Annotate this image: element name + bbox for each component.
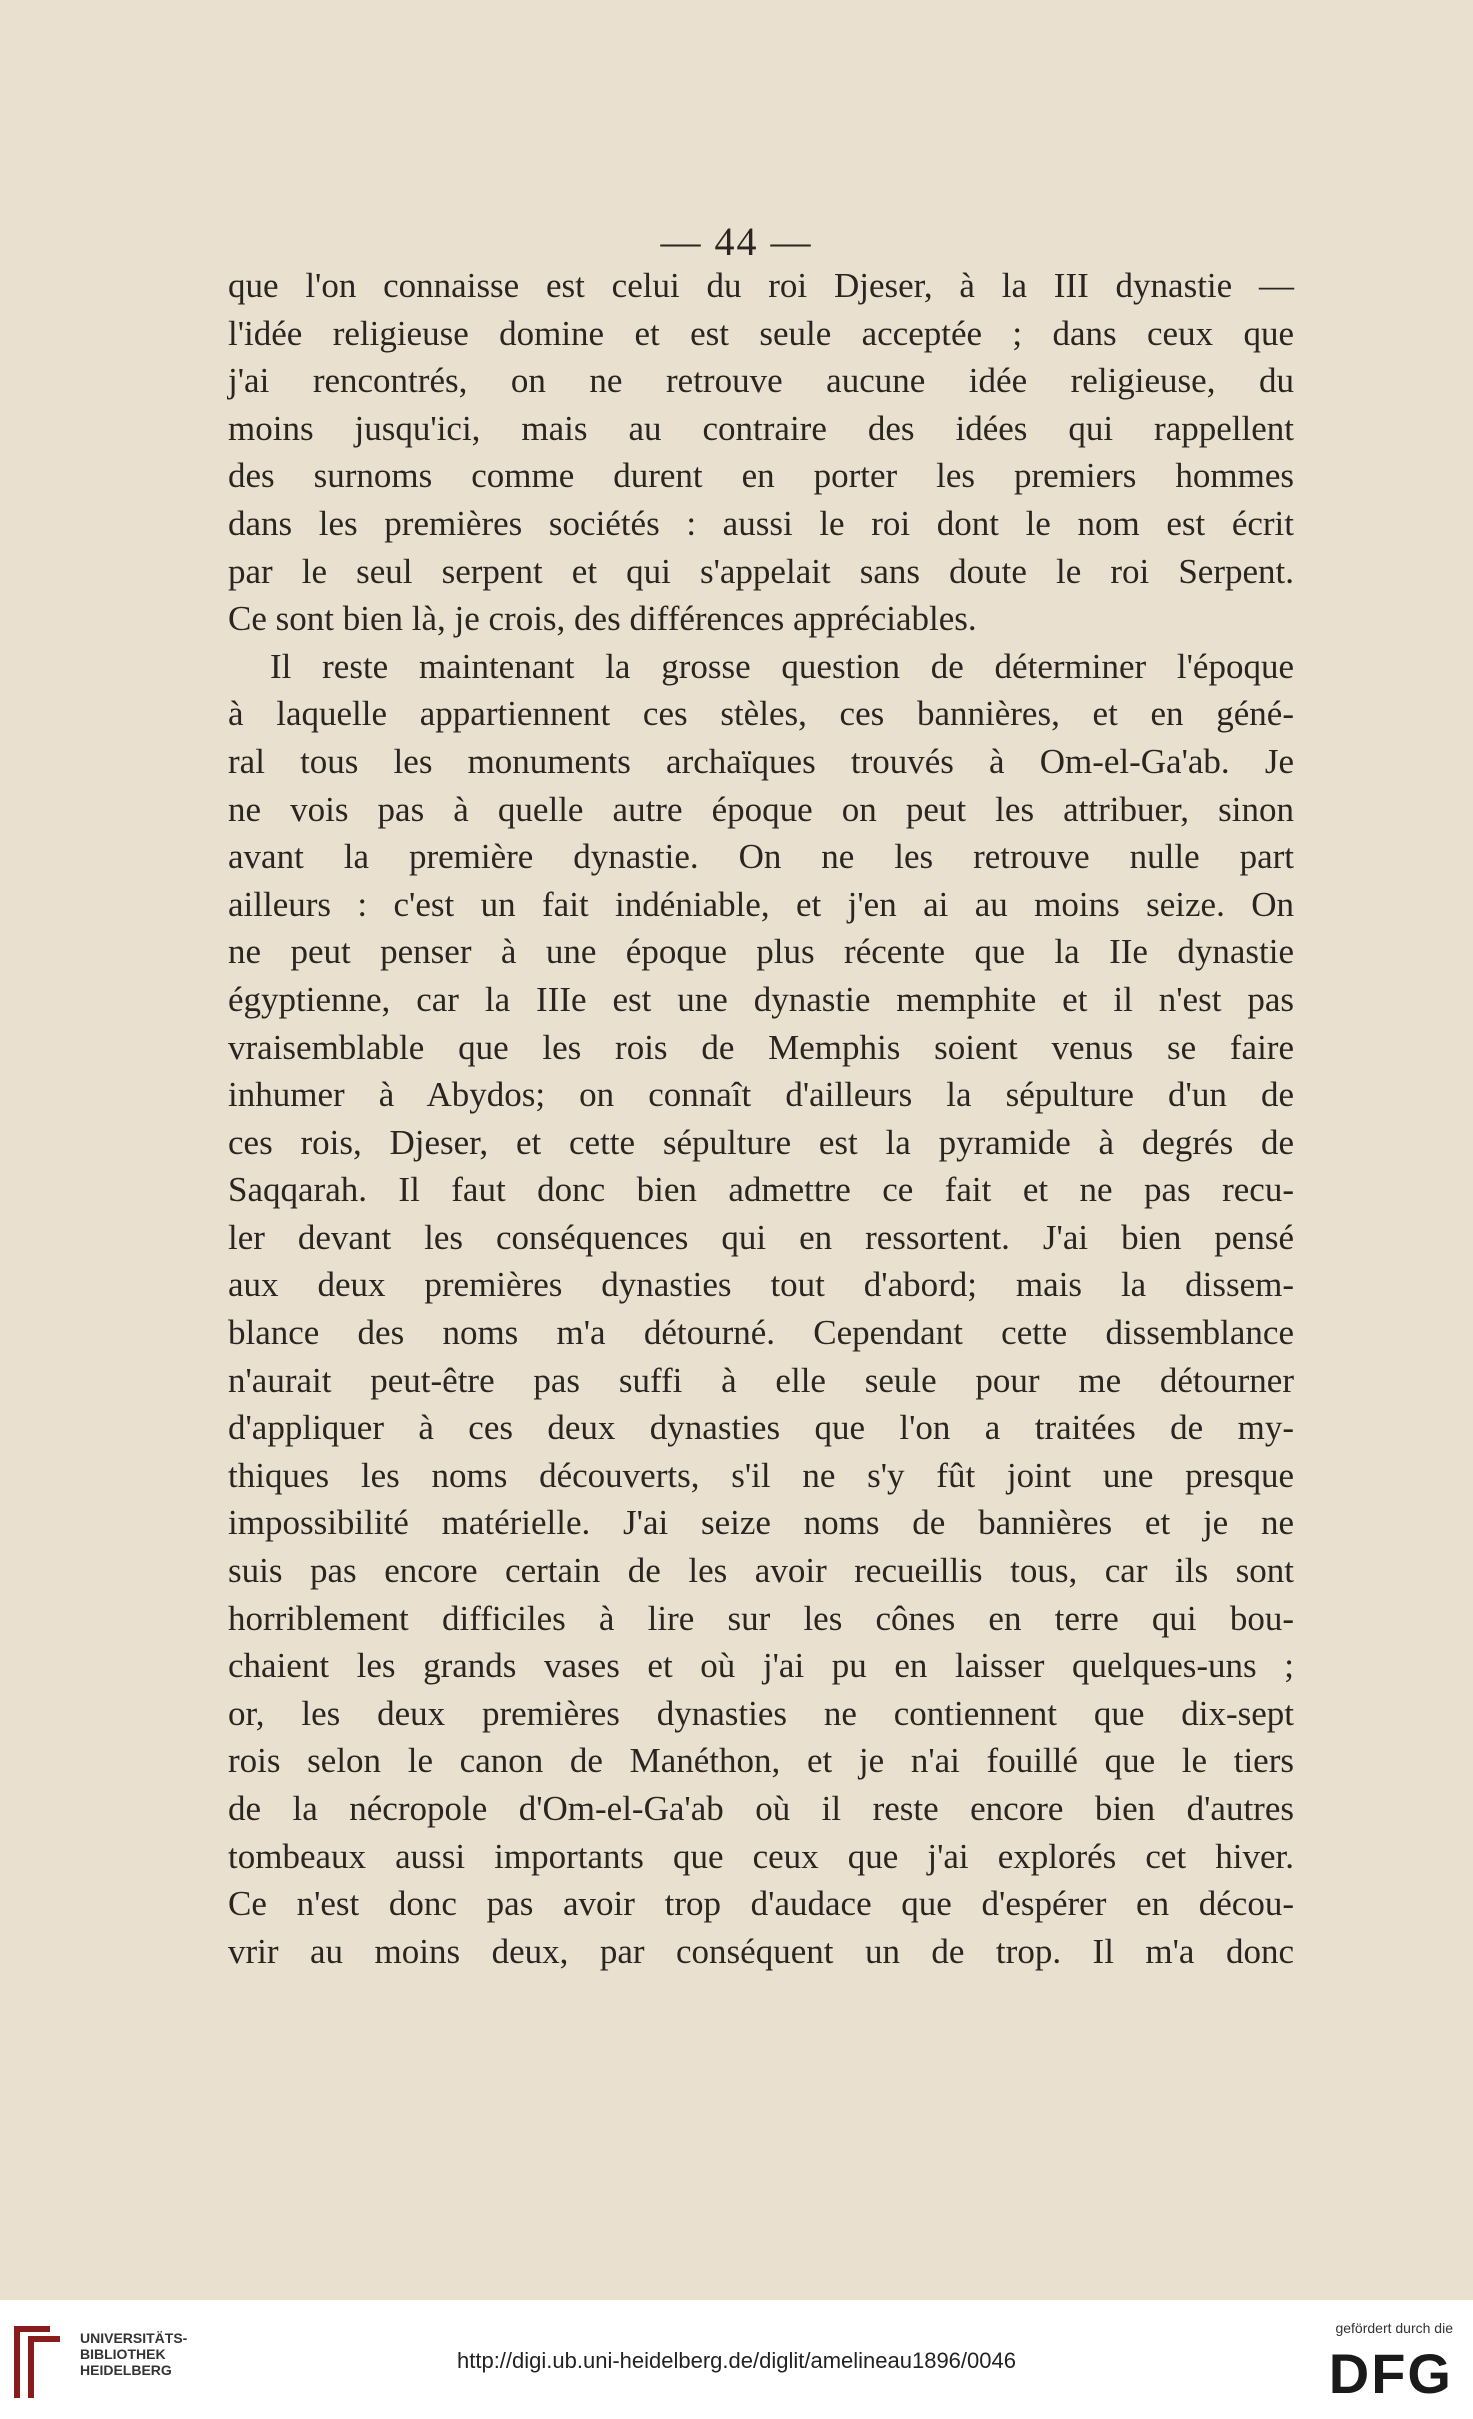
library-line: BIBLIOTHEK — [80, 2346, 166, 2362]
text-line: avant la première dynastie. On ne les retrouve nulle part — [228, 837, 1294, 877]
text-line: vrir au moins deux, par conséquent un de trop. Il m'a donc — [228, 1931, 1294, 1971]
text-line: Ce n'est donc pas avoir trop d'audace que d'espérer en décou- — [228, 1884, 1294, 1924]
page-number: — 44 — — [660, 219, 813, 264]
sponsor-label: gefördert durch die — [1335, 2320, 1453, 2336]
text-line: j'ai rencontrés, on ne retrouve aucune idée religieuse, du — [228, 361, 1294, 401]
text-line: impossibilité matérielle. J'ai seize noms de bannières et je ne — [228, 1503, 1294, 1543]
text-line: thiques les noms découverts, s'il ne s'y fût joint une presque — [228, 1455, 1294, 1495]
text-line: de la nécropole d'Om-el-Ga'ab où il reste encore bien d'autres — [228, 1789, 1294, 1828]
text-line: ral tous les monuments archaïques trouvés à Om-el-Ga'ab. Je — [228, 741, 1294, 781]
text-line: d'appliquer à ces deux dynasties que l'on a traitées de my- — [228, 1408, 1294, 1448]
text-line: horriblement difficiles à lire sur les cônes en terre qui bou- — [228, 1598, 1294, 1638]
text-line: n'aurait peut-être pas suffi à elle seule pour me détourner — [228, 1360, 1294, 1400]
text-line: suis pas encore certain de les avoir recueillis tous, car ils sont — [228, 1551, 1294, 1591]
text-line: ailleurs : c'est un fait indéniable, et j'en ai au moins seize. On — [228, 884, 1294, 924]
footer — [0, 2300, 1473, 2419]
body-text — [228, 262, 1294, 1975]
text-line: l'idée religieuse domine et est seule acceptée ; dans ceux que — [228, 313, 1294, 353]
text-line: Saqqarah. Il faut donc bien admettre ce fait et ne pas recu- — [228, 1170, 1294, 1210]
text-line: par le seul serpent et qui s'appelait sans doute le roi Serpent. — [228, 551, 1294, 591]
text-line: vraisemblable que les rois de Memphis soient venus se faire — [228, 1027, 1294, 1067]
text-line: ne peut penser à une époque plus récente que la IIe dynastie — [228, 932, 1294, 972]
text-line: ne vois pas à quelle autre époque on peut les attribuer, sinon — [228, 789, 1294, 829]
text-line: Il reste maintenant la grosse question de déterminer l'époque — [270, 646, 1294, 686]
text-line: aux deux premières dynasties tout d'abord; mais la dissem- — [228, 1265, 1294, 1305]
library-line: UNIVERSITÄTS- — [80, 2330, 188, 2346]
text-line: Ce sont bien là, je crois, des différences appréciables. — [228, 599, 977, 639]
text-line: chaient les grands vases et où j'ai pu en laisser quelques-uns ; — [228, 1646, 1294, 1686]
text-line: ler devant les conséquences qui en ressortent. J'ai bien pensé — [228, 1217, 1294, 1257]
dfg-logo: DFG — [1328, 2342, 1453, 2405]
text-line: ces rois, Djeser, et cette sépulture est la pyramide à degrés de — [228, 1122, 1294, 1162]
text-line: moins jusqu'ici, mais au contraire des idées qui rappellent — [228, 408, 1294, 448]
text-line: égyptienne, car la IIIe est une dynastie memphite et il n'est pas — [228, 979, 1294, 1019]
text-line: que l'on connaisse est celui du roi Djeser, à la III dynastie — — [228, 266, 1294, 305]
text-line: blance des noms m'a détourné. Cependant cette dissemblance — [228, 1313, 1294, 1353]
source-url[interactable]: http://digi.ub.uni-heidelberg.de/diglit/amelineau1896/0046 — [457, 2348, 1016, 2373]
library-line: HEIDELBERG — [80, 2362, 172, 2378]
text-line: or, les deux premières dynasties ne contiennent que dix-sept — [228, 1693, 1294, 1733]
text-line: dans les premières sociétés : aussi le roi dont le nom est écrit — [228, 503, 1294, 543]
text-line: tombeaux aussi importants que ceux que j'ai explorés cet hiver. — [228, 1836, 1294, 1876]
text-line: rois selon le canon de Manéthon, et je n'ai fouillé que le tiers — [228, 1741, 1294, 1781]
text-line: à laquelle appartiennent ces stèles, ces bannières, et en géné- — [228, 694, 1294, 734]
text-line: inhumer à Abydos; on connaît d'ailleurs la sépulture d'un de — [228, 1075, 1294, 1115]
text-line: des surnoms comme durent en porter les premiers hommes — [228, 456, 1294, 496]
